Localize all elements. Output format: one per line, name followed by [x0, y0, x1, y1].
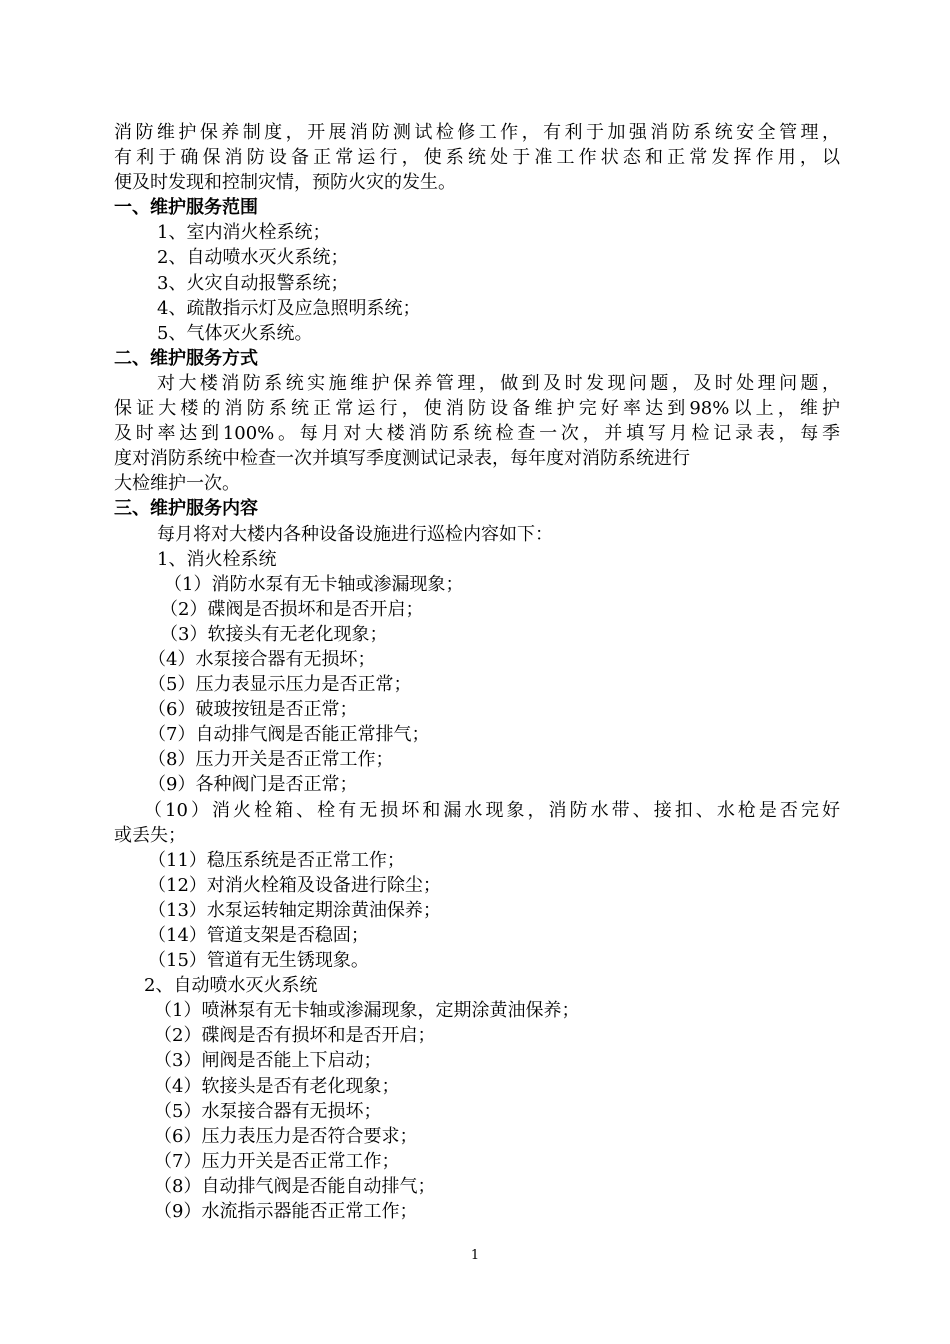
subsection-title: 1、消火栓系统: [157, 548, 277, 570]
document-body: [114, 120, 840, 1224]
list-item: （2）碟阀是否有损坏和是否开启；: [154, 1025, 436, 1047]
paragraph-line: 保证大楼的消防系统正常运行，使消防设备维护完好率达到98%以上，维护: [114, 398, 840, 420]
list-item: 3、火灾自动报警系统；: [157, 272, 349, 294]
page-number: 1: [470, 1248, 480, 1263]
list-item: （13）水泵运转轴定期涂黄油保养；: [148, 899, 441, 921]
list-item: （8）自动排气阀是否能自动排气；: [154, 1175, 436, 1197]
list-item: 2、自动喷水灭火系统；: [157, 247, 349, 269]
list-item: （15）管道有无生锈现象。: [148, 950, 369, 972]
list-item: （5）压力表显示压力是否正常；: [148, 674, 412, 696]
list-item: （3）闸阀是否能上下启动；: [154, 1050, 382, 1072]
section-heading-scope: 一、维护服务范围: [114, 197, 258, 219]
list-item: （4）软接头是否有老化现象；: [154, 1075, 400, 1097]
list-item: （7）压力开关是否正常工作；: [154, 1150, 400, 1172]
section-heading-content: 三、维护服务内容: [114, 498, 258, 520]
list-item: （10）消火栓箱、栓有无损坏和漏水现象，消防水带、接扣、水枪是否完好: [144, 799, 840, 821]
list-item: 4、疏散指示灯及应急照明系统；: [157, 297, 421, 319]
paragraph-line: 对大楼消防系统实施维护保养管理，做到及时发现问题，及时处理问题，: [157, 372, 840, 394]
list-item: （14）管道支架是否稳固；: [148, 925, 369, 946]
list-item: （6）破玻按钮是否正常；: [148, 699, 358, 721]
list-item: （5）水泵接合器有无损坏；: [154, 1100, 382, 1122]
paragraph-line: 大检维护一次。: [114, 473, 240, 495]
list-item: 1、室内消火栓系统；: [157, 222, 331, 244]
intro-line: 便及时发现和控制灾情，预防火灾的发生。: [114, 172, 456, 194]
list-item: （1）消防水泵有无卡轴或渗漏现象；: [164, 573, 464, 595]
paragraph-line: 度对消防系统中检查一次并填写季度测试记录表，每年度对消防系统进行: [114, 448, 690, 470]
list-item: （8）压力开关是否正常工作；: [148, 749, 394, 771]
section-intro: 每月将对大楼内各种设备设施进行巡检内容如下：: [157, 523, 553, 545]
intro-line: 有利于确保消防设备正常运行，使系统处于准工作状态和正常发挥作用，以: [114, 147, 840, 169]
list-item: （9）各种阀门是否正常；: [148, 774, 358, 796]
list-item: （9）水流指示器能否正常工作；: [154, 1201, 418, 1223]
list-item-continuation: 或丢失；: [114, 824, 186, 846]
intro-line: 消防维护保养制度，开展消防测试检修工作，有利于加强消防系统安全管理，: [114, 122, 840, 143]
subsection-title: 2、自动喷水灭火系统: [144, 975, 318, 997]
list-item: （6）压力表压力是否符合要求；: [154, 1125, 418, 1147]
list-item: （4）水泵接合器有无损坏；: [148, 648, 376, 670]
section-heading-method: 二、维护服务方式: [114, 347, 258, 369]
list-item: （2）碟阀是否损坏和是否开启；: [160, 598, 424, 620]
list-item: （1）喷淋泵有无卡轴或渗漏现象，定期涂黄油保养；: [154, 1000, 580, 1022]
list-item: 5、气体灭火系统。: [157, 322, 313, 344]
list-item: （12）对消火栓箱及设备进行除尘；: [148, 874, 441, 896]
paragraph-line: 及时率达到100%。每月对大楼消防系统检查一次，并填写月检记录表，每季: [114, 423, 840, 445]
list-item: （11）稳压系统是否正常工作；: [148, 849, 405, 871]
list-item: （3）软接头有无老化现象；: [160, 623, 388, 645]
list-item: （7）自动排气阀是否能正常排气；: [148, 724, 430, 746]
